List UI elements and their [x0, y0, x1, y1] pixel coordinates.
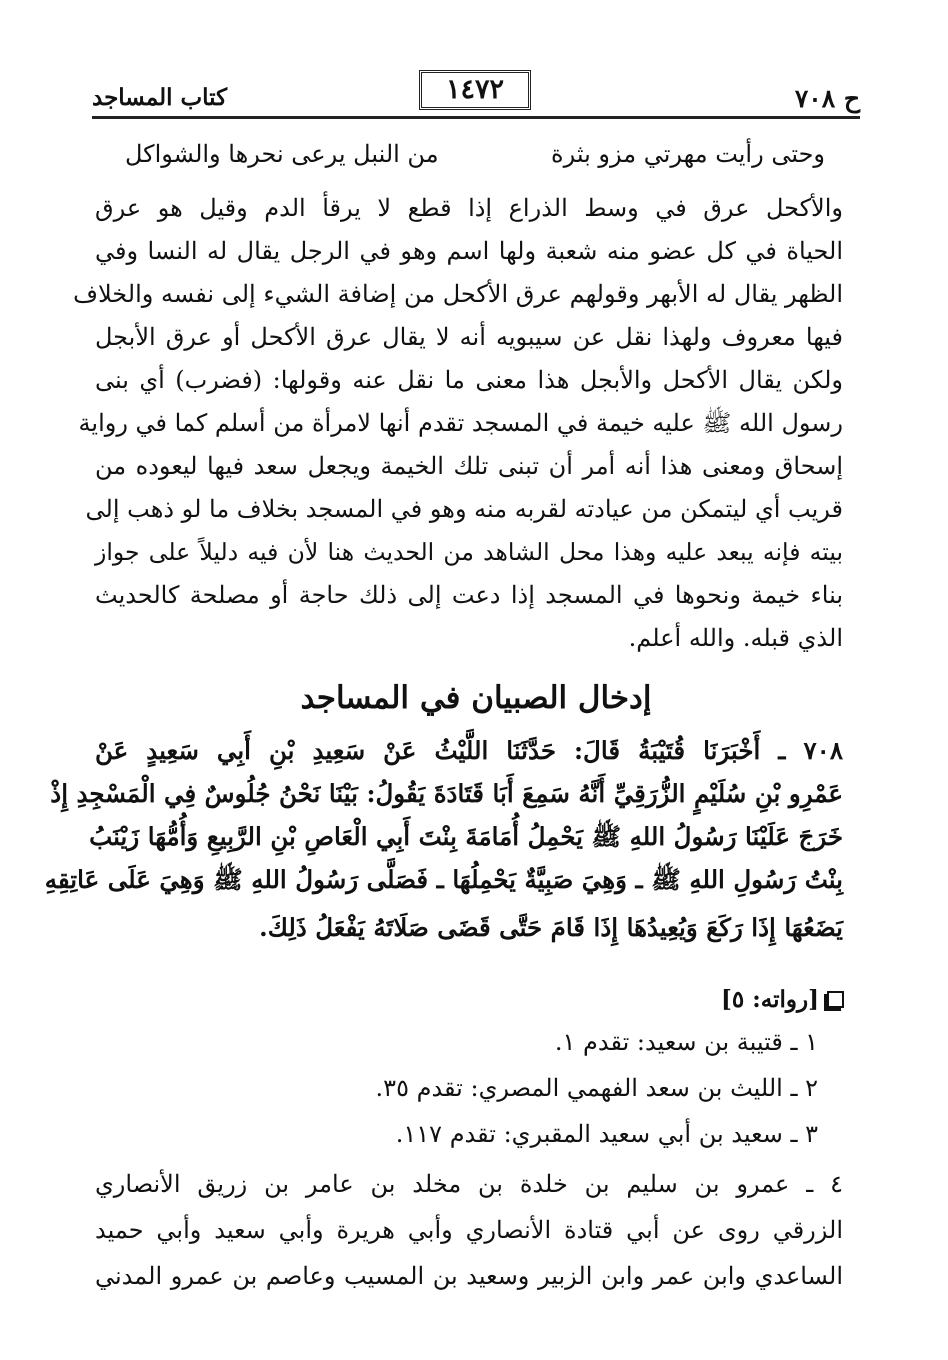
hadith-line: خَرَجَ عَلَيْنَا رَسُولُ اللهِ ﷺ يَحْمِلُ أُمَامَةَ بِنْتَ أَبِي الْعَاصِ بْنِ الرَّبِيعِ وَأُمُّهَا زَيْنَبُ — [89, 822, 843, 851]
commentary-line: فيها معروف ولهذا نقل عن سيبويه أنه لا يقال عرق الأكحل أو عرق الأبجل — [95, 323, 843, 351]
header-divider — [92, 116, 860, 119]
hadith-line: يَضَعُهَا إِذَا رَكَعَ وَيُعِيدُهَا إِذَا قَامَ حَتَّى قَضَى صَلَاتَهُ يَفْعَلُ ذَلِكَ. — [259, 913, 843, 942]
poem-hemistich-second: من النبل يرعى نحرها والشواكل — [125, 140, 439, 168]
commentary-line: ولكن يقال الأكحل والأبجل هذا معنى ما نقل عنه وقولها: (فضرب) أي بنى — [95, 366, 843, 394]
commentary-line: والأكحل عرق في وسط الذراع إذا قطع لا يرقأ الدم وقيل هو عرق — [95, 194, 843, 222]
narrators-heading — [721, 986, 844, 1013]
commentary-line: الذي قبله. والله أعلم. — [628, 624, 843, 652]
book-title: كتاب المساجد — [92, 84, 228, 111]
hadith-line: بِنْتُ رَسُولِ اللهِ ﷺ ـ وَهِيَ صَبِيَّةٌ يَحْمِلُهَا ـ فَصَلَّى رَسُولُ اللهِ ﷺ وَهِيَ عَلَى عَاتِقِهِ — [44, 865, 843, 894]
commentary-line: قريب أي ليتمكن من عيادته لقربه منه وهو في المسجد بخلاف ما لو ذهب إلى — [85, 495, 843, 523]
poem-verse — [92, 140, 860, 180]
page-header — [92, 66, 860, 114]
hadith-line: عَمْرِو بْنِ سُلَيْمٍ الزُّرَقِيِّ أَنَّهُ سَمِعَ أَبَا قَتَادَةَ يَقُولُ: بَيْنَا نَحْنُ جُلُوسٌ فِي الْمَسْجِدِ إِذْ — [50, 779, 843, 808]
commentary-line: بناء خيمة ونحوها في المسجد إذا دعت إلى ذلك حاجة أو مصلحة كالحديث — [95, 581, 843, 609]
hadith-line: ٧٠٨ ـ أَخْبَرَنَا قُتَيْبَةُ قَالَ: حَدَّثَنَا اللَّيْثُ عَنْ سَعِيدِ بْنِ أَبِي سَعِيدٍ عَنْ — [95, 736, 843, 765]
commentary-line: الحياة في كل عضو منه شعبة ولها اسم وهو في الرجل يقال له النسا وفي — [95, 237, 844, 265]
narrators-heading-text: [رواته: ٥] — [721, 986, 819, 1013]
commentary-line: إسحاق ومعنى هذا أنه أمر أن تبنى تلك الخيمة ويجعل سعد فيها ليعوده من — [95, 452, 843, 480]
poem-hemistich-first: وحتى رأيت مهرتي مزو بثرة — [551, 140, 825, 168]
section-heading: إدخال الصبيان في المساجد — [300, 680, 652, 716]
narrator-item: ٣ ـ سعيد بن أبي سعيد المقبري: تقدم ١١٧. — [395, 1120, 818, 1148]
commentary-line: بيته فإنه يبعد عليه وهذا محل الشاهد من الحديث هنا لأن فيه دليلاً على جواز — [95, 538, 843, 566]
bio-line: الساعدي وابن عمر وابن الزبير وسعيد بن المسيب وعاصم بن عمرو المدني — [95, 1262, 843, 1290]
commentary-line: الظهر يقال له الأبهر وقولهم عرق الأكحل من إضافة الشيء إلى نفسه والخلاف — [73, 280, 843, 308]
bio-line: الزرقي روى عن أبي قتادة الأنصاري وأبي هريرة وأبي سعيد وأبي حميد — [95, 1216, 843, 1244]
narrator-item: ١ ـ قتيبة بن سعيد: تقدم ١. — [554, 1028, 818, 1056]
page-number: ١٤٧٢ — [419, 70, 531, 110]
commentary-line: رسول الله ﷺ عليه خيمة في المسجد تقدم أنها لامرأة من أسلم كما في رواية — [78, 409, 843, 437]
square-bullet-icon — [827, 991, 844, 1008]
bio-line: ٤ ـ عمرو بن سليم بن خلدة بن مخلد بن عامر بن زريق الأنصاري — [95, 1170, 843, 1198]
narrator-item: ٢ ـ الليث بن سعد الفهمي المصري: تقدم ٣٥. — [375, 1074, 818, 1102]
hadith-reference: ح ٧٠٨ — [794, 84, 860, 113]
